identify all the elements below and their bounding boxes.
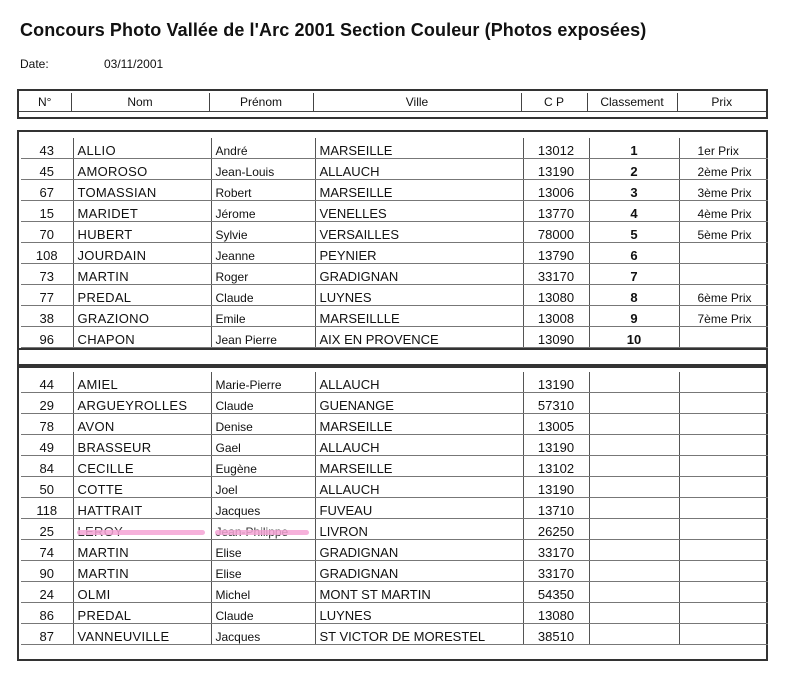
row-prix: 6ème Prix [679,285,768,306]
row-prix [679,264,768,285]
row-number: 73 [21,264,73,285]
row-prix [679,561,768,582]
row-classement: 9 [589,306,679,327]
row-cp: 13190 [523,477,589,498]
row-number: 86 [21,603,73,624]
row-prix [679,624,768,645]
row-classement [589,519,679,540]
row-nom: TOMASSIAN [73,180,211,201]
row-prenom: Jacques [211,498,315,519]
table-row [21,456,768,477]
row-number: 70 [21,222,73,243]
row-cp: 57310 [523,393,589,414]
row-prix [679,327,768,348]
row-prix [679,456,768,477]
row-number: 49 [21,435,73,456]
row-prix: 2ème Prix [679,159,768,180]
row-nom: ARGUEYROLLES [73,393,211,414]
row-ville: MONT ST MARTIN [315,582,523,603]
header-prix: Prix [677,93,766,112]
row-prix [679,498,768,519]
row-nom: JOURDAIN [73,243,211,264]
header-prenom: Prénom [209,93,313,112]
row-number: 24 [21,582,73,603]
row-ville: ALLAUCH [315,477,523,498]
row-number: 43 [21,138,73,159]
date-row [20,57,164,71]
row-cp: 33170 [523,540,589,561]
row-nom: AVON [73,414,211,435]
header-nom: Nom [71,93,209,112]
row-nom: AMIEL [73,372,211,393]
row-prix: 5ème Prix [679,222,768,243]
others-section [17,366,768,661]
row-classement: 10 [589,327,679,348]
row-ville: MARSEILLE [315,180,523,201]
row-classement: 4 [589,201,679,222]
row-cp: 13008 [523,306,589,327]
row-cp: 13190 [523,372,589,393]
row-prix: 1er Prix [679,138,768,159]
row-nom: CHAPON [73,327,211,348]
row-number: 77 [21,285,73,306]
row-number: 25 [21,519,73,540]
header-ville: Ville [313,93,521,112]
row-prenom: Jérome [211,201,315,222]
row-nom: MARTIN [73,264,211,285]
row-classement [589,603,679,624]
row-cp: 38510 [523,624,589,645]
row-prix [679,393,768,414]
row-prix [679,243,768,264]
table-row [21,393,768,414]
table-row [21,414,768,435]
row-prenom: Jean Pierre [211,327,315,348]
row-ville: LUYNES [315,603,523,624]
row-number: 50 [21,477,73,498]
row-ville: LUYNES [315,285,523,306]
others-table [21,372,768,645]
row-cp: 33170 [523,561,589,582]
row-nom: PREDAL [73,285,211,306]
row-prix [679,582,768,603]
row-nom: MARIDET [73,201,211,222]
row-cp: 13080 [523,603,589,624]
row-number: 108 [21,243,73,264]
row-prenom: Jacques [211,624,315,645]
row-number: 29 [21,393,73,414]
row-ville: VERSAILLES [315,222,523,243]
row-ville: ST VICTOR DE MORESTEL [315,624,523,645]
table-row [21,159,768,180]
row-prenom: Michel [211,582,315,603]
header-num: N° [19,93,71,112]
row-cp: 13710 [523,498,589,519]
row-classement [589,561,679,582]
row-ville: FUVEAU [315,498,523,519]
row-classement [589,414,679,435]
row-cp: 13006 [523,180,589,201]
row-prix: 3ème Prix [679,180,768,201]
row-classement [589,477,679,498]
row-classement [589,540,679,561]
header-cp: C P [521,93,587,112]
row-classement [589,393,679,414]
row-classement: 1 [589,138,679,159]
row-nom: HATTRAIT [73,498,211,519]
row-nom: CECILLE [73,456,211,477]
row-classement [589,498,679,519]
row-ville: MARSEILLE [315,414,523,435]
table-row [21,327,768,348]
row-prenom: Elise [211,540,315,561]
row-number: 15 [21,201,73,222]
row-classement [589,372,679,393]
table-row [21,519,768,540]
row-nom: COTTE [73,477,211,498]
row-prenom: Jeanne [211,243,315,264]
row-cp: 54350 [523,582,589,603]
row-ville: GUENANGE [315,393,523,414]
table-row [21,372,768,393]
table-row [21,222,768,243]
table-row [21,477,768,498]
date-label: Date: [20,57,49,71]
row-prenom: Denise [211,414,315,435]
row-prix [679,519,768,540]
row-prenom: Claude [211,285,315,306]
row-prix [679,540,768,561]
row-nom: VANNEUVILLE [73,624,211,645]
ranked-section [17,130,768,350]
row-classement: 5 [589,222,679,243]
row-classement: 3 [589,180,679,201]
row-prenom: Emile [211,306,315,327]
row-cp: 13790 [523,243,589,264]
row-ville: MARSEILLE [315,456,523,477]
table-row [21,603,768,624]
row-number: 67 [21,180,73,201]
highlighter-mark [77,530,205,535]
ranked-table [21,138,768,348]
row-nom: MARTIN [73,540,211,561]
row-ville: GRADIGNAN [315,540,523,561]
row-prenom: Roger [211,264,315,285]
table-row [21,306,768,327]
row-prix [679,372,768,393]
row-classement: 6 [589,243,679,264]
table-row [21,561,768,582]
table-row [21,498,768,519]
row-prenom: Joel [211,477,315,498]
row-ville: LIVRON [315,519,523,540]
table-row [21,285,768,306]
table-row [21,180,768,201]
row-prenom: Claude [211,603,315,624]
row-cp: 26250 [523,519,589,540]
row-prenom: Sylvie [211,222,315,243]
table-row [21,243,768,264]
row-number: 118 [21,498,73,519]
row-nom [73,519,211,540]
row-cp: 13102 [523,456,589,477]
row-cp: 33170 [523,264,589,285]
table-row [21,138,768,159]
row-prenom: André [211,138,315,159]
row-ville: ALLAUCH [315,435,523,456]
row-nom: AMOROSO [73,159,211,180]
row-number: 84 [21,456,73,477]
column-header-box [17,89,768,119]
row-nom: HUBERT [73,222,211,243]
row-classement: 8 [589,285,679,306]
row-classement [589,456,679,477]
row-prenom: Robert [211,180,315,201]
table-row [21,582,768,603]
row-ville: GRADIGNAN [315,264,523,285]
row-prenom [211,519,315,540]
row-prix: 7ème Prix [679,306,768,327]
row-classement: 7 [589,264,679,285]
row-number: 45 [21,159,73,180]
row-prix: 4ème Prix [679,201,768,222]
row-cp: 13770 [523,201,589,222]
row-prenom: Elise [211,561,315,582]
row-ville: ALLAUCH [315,372,523,393]
column-header-table [19,93,766,112]
section-divider [17,348,768,366]
row-ville: MARSEILLE [315,138,523,159]
table-row [21,540,768,561]
date-value: 03/11/2001 [104,57,164,71]
row-ville: PEYNIER [315,243,523,264]
row-ville: GRADIGNAN [315,561,523,582]
row-nom: PREDAL [73,603,211,624]
row-cp: 13012 [523,138,589,159]
row-classement [589,582,679,603]
row-nom: BRASSEUR [73,435,211,456]
row-prix [679,477,768,498]
table-row [21,624,768,645]
row-nom: GRAZIONO [73,306,211,327]
page-title: Concours Photo Vallée de l'Arc 2001 Section Couleur (Photos exposées) [20,20,647,40]
row-prenom: Gael [211,435,315,456]
row-number: 87 [21,624,73,645]
highlighter-mark [215,530,309,535]
row-prenom: Claude [211,393,315,414]
row-number: 96 [21,327,73,348]
row-number: 78 [21,414,73,435]
row-cp: 13190 [523,159,589,180]
table-row [21,201,768,222]
row-ville: AIX EN PROVENCE [315,327,523,348]
table-row [21,264,768,285]
row-ville: VENELLES [315,201,523,222]
row-classement [589,435,679,456]
row-prenom: Eugène [211,456,315,477]
row-nom: MARTIN [73,561,211,582]
table-row [21,435,768,456]
row-cp: 78000 [523,222,589,243]
row-number: 38 [21,306,73,327]
header-classement: Classement [587,93,677,112]
row-cp: 13080 [523,285,589,306]
row-prix [679,414,768,435]
row-nom: ALLIO [73,138,211,159]
row-ville: MARSEILLLE [315,306,523,327]
row-classement [589,624,679,645]
row-number: 90 [21,561,73,582]
row-cp: 13090 [523,327,589,348]
row-number: 74 [21,540,73,561]
row-ville: ALLAUCH [315,159,523,180]
row-cp: 13005 [523,414,589,435]
row-cp: 13190 [523,435,589,456]
row-classement: 2 [589,159,679,180]
row-nom: OLMI [73,582,211,603]
row-prenom: Jean-Louis [211,159,315,180]
row-prenom: Marie-Pierre [211,372,315,393]
row-prix [679,603,768,624]
row-prix [679,435,768,456]
row-number: 44 [21,372,73,393]
